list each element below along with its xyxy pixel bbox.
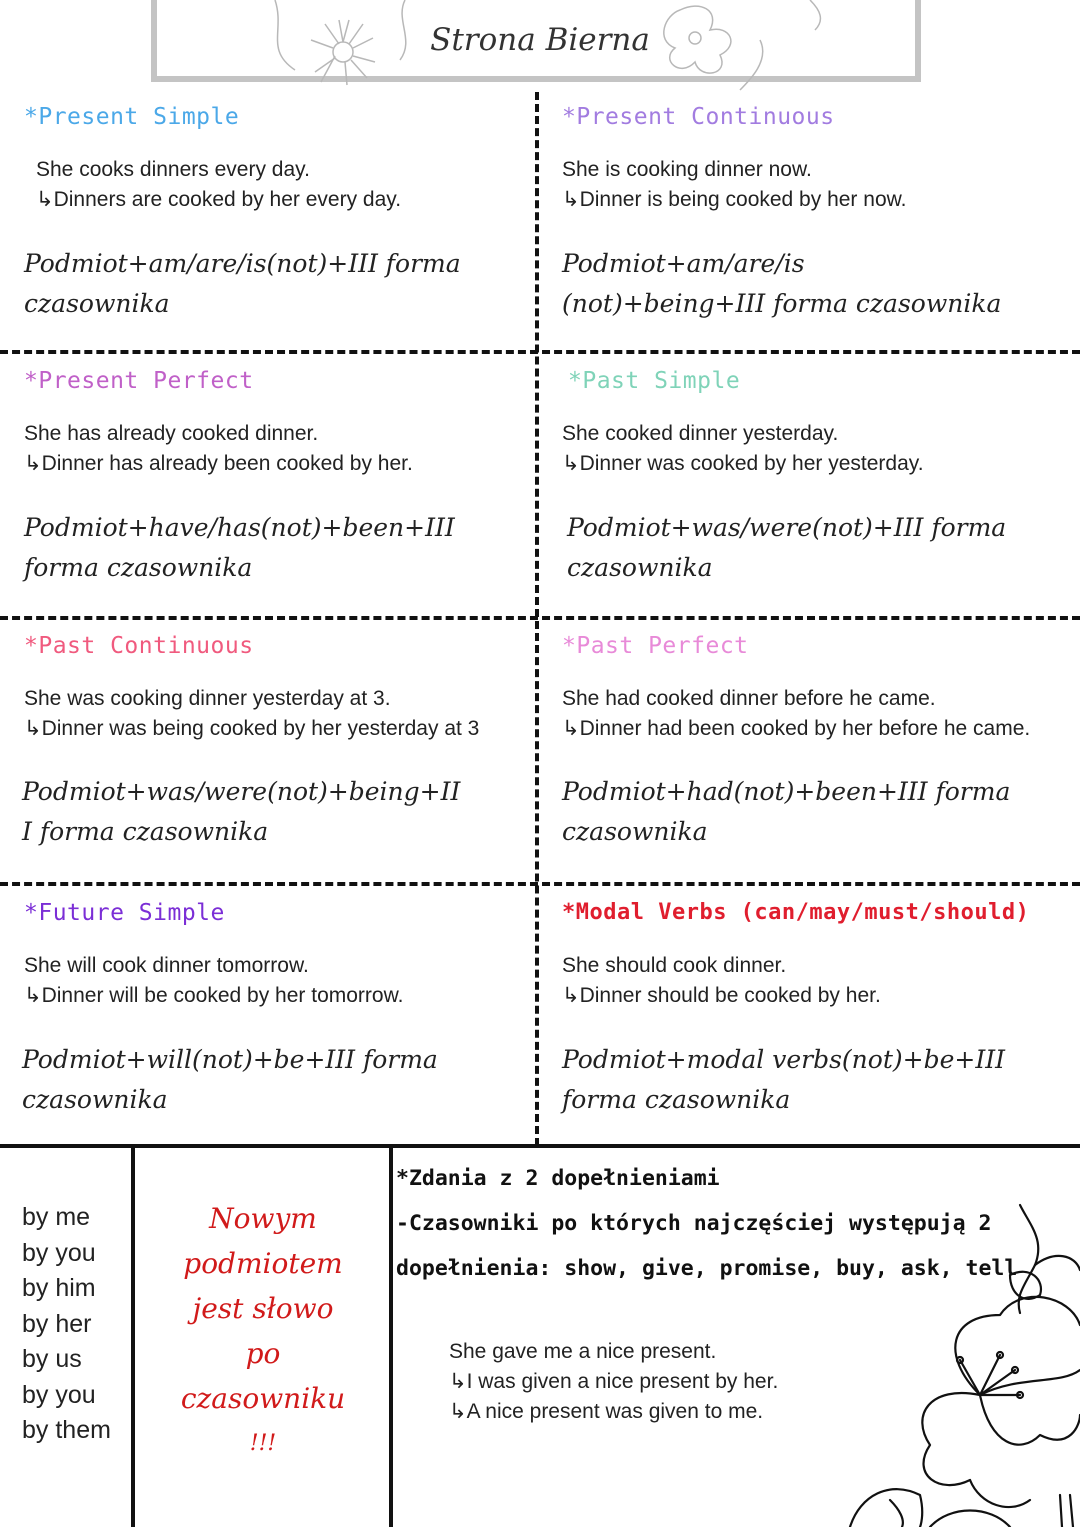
pronoun-item: by him xyxy=(22,1274,96,1302)
passive-sentence: ↳Dinner has already been cooked by her. xyxy=(24,452,413,475)
formula-line: Podmiot+have/has(not)+been+III xyxy=(24,513,455,542)
pronoun-item: by her xyxy=(22,1309,92,1338)
formula-past-simple xyxy=(567,508,1037,588)
formula-modal-verbs xyxy=(562,1040,1032,1120)
note-line: po xyxy=(245,1337,281,1370)
section-heading-future-simple: *Future Simple xyxy=(24,900,225,926)
note-line: podmiotem xyxy=(183,1247,343,1280)
note-line: Nowym xyxy=(209,1202,317,1235)
two-objects-example xyxy=(449,1337,778,1427)
active-sentence: She is cooking dinner now. xyxy=(562,158,812,181)
row-divider xyxy=(0,882,1080,886)
example-past-simple xyxy=(562,419,924,479)
passive-sentence: ↳Dinner had been cooked by her before he came. xyxy=(562,717,1031,740)
row-divider xyxy=(0,616,1080,620)
passive-sentence: ↳Dinner should be cooked by her. xyxy=(562,984,881,1007)
formula-past-perfect xyxy=(562,772,1032,852)
formula-line: czasownika xyxy=(22,1085,168,1114)
formula-line: czasownika xyxy=(24,289,170,318)
formula-line: Podmiot+am/are/is(not)+III forma xyxy=(24,249,461,278)
example-future-simple xyxy=(24,951,403,1011)
note-line: !!! xyxy=(249,1431,277,1456)
note-column-divider xyxy=(389,1146,393,1527)
example-past-perfect xyxy=(562,684,1030,744)
formula-line: czasownika xyxy=(562,817,708,846)
pronoun-item: by us xyxy=(22,1345,82,1373)
bottom-section-divider xyxy=(0,1144,1080,1148)
active-sentence: She will cook dinner tomorrow. xyxy=(24,954,309,977)
passive-sentence: ↳I was given a nice present by her. xyxy=(449,1370,779,1393)
pronoun-list xyxy=(22,1200,111,1449)
pronoun-item: by you xyxy=(22,1380,96,1409)
passive-sentence: ↳A nice present was given to me. xyxy=(449,1400,764,1423)
pronoun-item: by you xyxy=(22,1238,96,1267)
active-sentence: She cooked dinner yesterday. xyxy=(562,422,839,445)
two-objects-heading: *Zdania z 2 dopełnieniami xyxy=(396,1166,720,1191)
formula-line: Podmiot+will(not)+be+III forma xyxy=(22,1045,438,1074)
formula-line: forma czasownika xyxy=(24,553,253,582)
section-heading-past-perfect: *Past Perfect xyxy=(562,633,749,659)
row-divider xyxy=(0,350,1080,354)
active-sentence: She cooks dinners every day. xyxy=(36,158,310,181)
active-sentence: She has already cooked dinner. xyxy=(24,422,319,445)
formula-line: Podmiot+was/were(not)+being+II xyxy=(22,777,461,806)
formula-line: I forma czasownika xyxy=(22,817,269,846)
pronoun-item: by me xyxy=(22,1203,91,1231)
passive-sentence: ↳Dinner was being cooked by her yesterday at 3 xyxy=(24,717,480,740)
section-heading-present-simple: *Present Simple xyxy=(24,104,240,130)
formula-future-simple xyxy=(22,1040,492,1120)
section-heading-past-continuous: *Past Continuous xyxy=(24,633,254,659)
two-objects-line: dopełnienia: show, give, promise, buy, ask, tell xyxy=(396,1256,1018,1281)
example-modal-verbs xyxy=(562,951,881,1011)
pronoun-item: by them xyxy=(22,1416,111,1444)
two-objects-line: -Czasowniki po których najczęściej występują 2 xyxy=(396,1211,992,1236)
formula-line: Podmiot+am/are/is xyxy=(562,249,805,278)
formula-line: czasownika xyxy=(567,553,713,582)
passive-sentence: ↳Dinner is being cooked by her now. xyxy=(562,188,907,211)
flower-illustration-icon xyxy=(830,1195,1080,1527)
formula-present-simple xyxy=(24,244,494,324)
formula-present-perfect xyxy=(24,508,494,588)
formula-line: forma czasownika xyxy=(562,1085,791,1114)
section-heading-past-simple: *Past Simple xyxy=(568,368,741,394)
formula-line: (not)+being+III forma czasownika xyxy=(562,289,1002,318)
active-sentence: She was cooking dinner yesterday at 3. xyxy=(24,687,391,710)
active-sentence: She should cook dinner. xyxy=(562,954,787,977)
new-subject-note xyxy=(137,1196,389,1466)
note-line: jest słowo xyxy=(192,1292,334,1325)
example-past-continuous xyxy=(24,684,479,744)
section-heading-modal-verbs: *Modal Verbs (can/may/must/should) xyxy=(562,900,1030,925)
formula-line: Podmiot+modal verbs(not)+be+III xyxy=(562,1045,1005,1074)
formula-present-continuous xyxy=(562,244,1032,324)
passive-sentence: ↳Dinners are cooked by her every day. xyxy=(36,188,402,211)
formula-past-continuous xyxy=(22,772,492,852)
example-present-perfect xyxy=(24,419,413,479)
example-present-continuous xyxy=(562,155,906,215)
active-sentence: She gave me a nice present. xyxy=(449,1340,717,1363)
active-sentence: She had cooked dinner before he came. xyxy=(562,687,936,710)
section-heading-present-perfect: *Present Perfect xyxy=(24,368,254,394)
section-heading-present-continuous: *Present Continuous xyxy=(562,104,835,130)
passive-sentence: ↳Dinner will be cooked by her tomorrow. xyxy=(24,984,404,1007)
note-line: czasowniku xyxy=(180,1382,346,1415)
page-title: Strona Bierna xyxy=(430,22,650,58)
formula-line: Podmiot+was/were(not)+III forma xyxy=(567,513,1007,542)
pronoun-column-divider xyxy=(131,1146,135,1527)
example-present-simple xyxy=(36,155,401,215)
passive-sentence: ↳Dinner was cooked by her yesterday. xyxy=(562,452,924,475)
formula-line: Podmiot+had(not)+been+III forma xyxy=(562,777,1011,806)
